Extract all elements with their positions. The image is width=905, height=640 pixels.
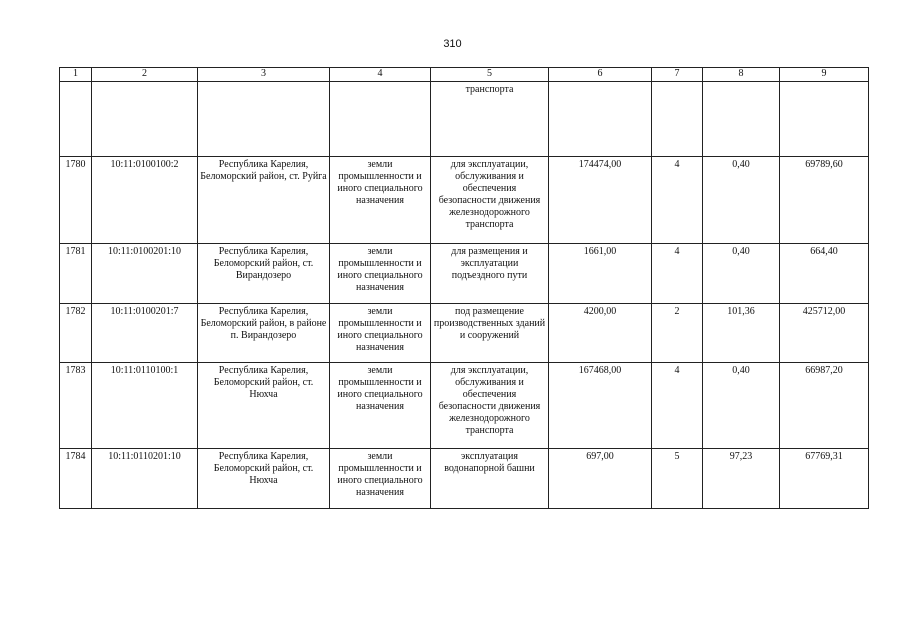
- address-cell: Республика Карелия, Беломорский район, ст. Руйга: [198, 157, 330, 244]
- group-cell: 2: [652, 304, 703, 363]
- cadastral-number-cell: 10:11:0100201:7: [92, 304, 198, 363]
- area-cell: 697,00: [549, 449, 652, 509]
- table-row: [60, 304, 869, 363]
- column-header: 5: [431, 68, 549, 82]
- table-row: [60, 82, 869, 157]
- area-cell: 174474,00: [549, 157, 652, 244]
- column-header: 9: [780, 68, 869, 82]
- permitted-use-cell: эксплуатация водонапорной башни: [431, 449, 549, 509]
- column-header: 4: [330, 68, 431, 82]
- area-cell: 4200,00: [549, 304, 652, 363]
- column-header: 7: [652, 68, 703, 82]
- group-cell: 4: [652, 157, 703, 244]
- cadastral-number-cell: 10:11:0100100:2: [92, 157, 198, 244]
- group-cell: 5: [652, 449, 703, 509]
- land-category-cell: земли промышленности и иного специального назначения: [330, 157, 431, 244]
- permitted-use-cell: для размещения и эксплуатации подъездного пути: [431, 244, 549, 304]
- rate-cell: 0,40: [703, 363, 780, 449]
- column-header: 2: [92, 68, 198, 82]
- row-number-cell: 1781: [60, 244, 92, 304]
- address-cell: Республика Карелия, Беломорский район, ст. Нюхча: [198, 449, 330, 509]
- value-cell: 664,40: [780, 244, 869, 304]
- row-number-cell: 1782: [60, 304, 92, 363]
- group-cell: 4: [652, 244, 703, 304]
- permitted-use-cell: для эксплуатации, обслуживания и обеспечения безопасности движения железнодорожного транспорта: [431, 157, 549, 244]
- column-header: 8: [703, 68, 780, 82]
- table-row: [60, 157, 869, 244]
- cadastral-number-cell: 10:11:0100201:10: [92, 244, 198, 304]
- table-row: [60, 363, 869, 449]
- table-row: [60, 449, 869, 509]
- permitted-use-cell: под размещение производственных зданий и сооружений: [431, 304, 549, 363]
- address-cell: Республика Карелия, Беломорский район, ст. Нюхча: [198, 363, 330, 449]
- area-cell: 1661,00: [549, 244, 652, 304]
- address-cell: [198, 82, 330, 157]
- column-header: 1: [60, 68, 92, 82]
- permitted-use-cell: для эксплуатации, обслуживания и обеспечения безопасности движения железнодорожного транспорта: [431, 363, 549, 449]
- row-number-cell: 1780: [60, 157, 92, 244]
- value-cell: 67769,31: [780, 449, 869, 509]
- row-number-cell: [60, 82, 92, 157]
- land-category-cell: земли промышленности и иного специального назначения: [330, 304, 431, 363]
- group-cell: [652, 82, 703, 157]
- cadastral-number-cell: 10:11:0110100:1: [92, 363, 198, 449]
- land-category-cell: [330, 82, 431, 157]
- rate-cell: 0,40: [703, 157, 780, 244]
- area-cell: [549, 82, 652, 157]
- group-cell: 4: [652, 363, 703, 449]
- rate-cell: [703, 82, 780, 157]
- address-cell: Республика Карелия, Беломорский район, ст. Вирандозеро: [198, 244, 330, 304]
- column-header: 3: [198, 68, 330, 82]
- area-cell: 167468,00: [549, 363, 652, 449]
- value-cell: 69789,60: [780, 157, 869, 244]
- value-cell: 425712,00: [780, 304, 869, 363]
- cadastral-number-cell: [92, 82, 198, 157]
- value-cell: 66987,20: [780, 363, 869, 449]
- land-category-cell: земли промышленности и иного специального назначения: [330, 449, 431, 509]
- permitted-use-cell: транспорта: [431, 82, 549, 157]
- column-header: 6: [549, 68, 652, 82]
- land-category-cell: земли промышленности и иного специального назначения: [330, 363, 431, 449]
- page-number: 310: [443, 38, 462, 50]
- land-plots-table: [59, 67, 869, 509]
- row-number-cell: 1783: [60, 363, 92, 449]
- land-category-cell: земли промышленности и иного специального назначения: [330, 244, 431, 304]
- table-row: [60, 244, 869, 304]
- address-cell: Республика Карелия, Беломорский район, в районе п. Вирандозеро: [198, 304, 330, 363]
- rate-cell: 101,36: [703, 304, 780, 363]
- header-row: [60, 68, 869, 82]
- row-number-cell: 1784: [60, 449, 92, 509]
- rate-cell: 0,40: [703, 244, 780, 304]
- rate-cell: 97,23: [703, 449, 780, 509]
- value-cell: [780, 82, 869, 157]
- cadastral-number-cell: 10:11:0110201:10: [92, 449, 198, 509]
